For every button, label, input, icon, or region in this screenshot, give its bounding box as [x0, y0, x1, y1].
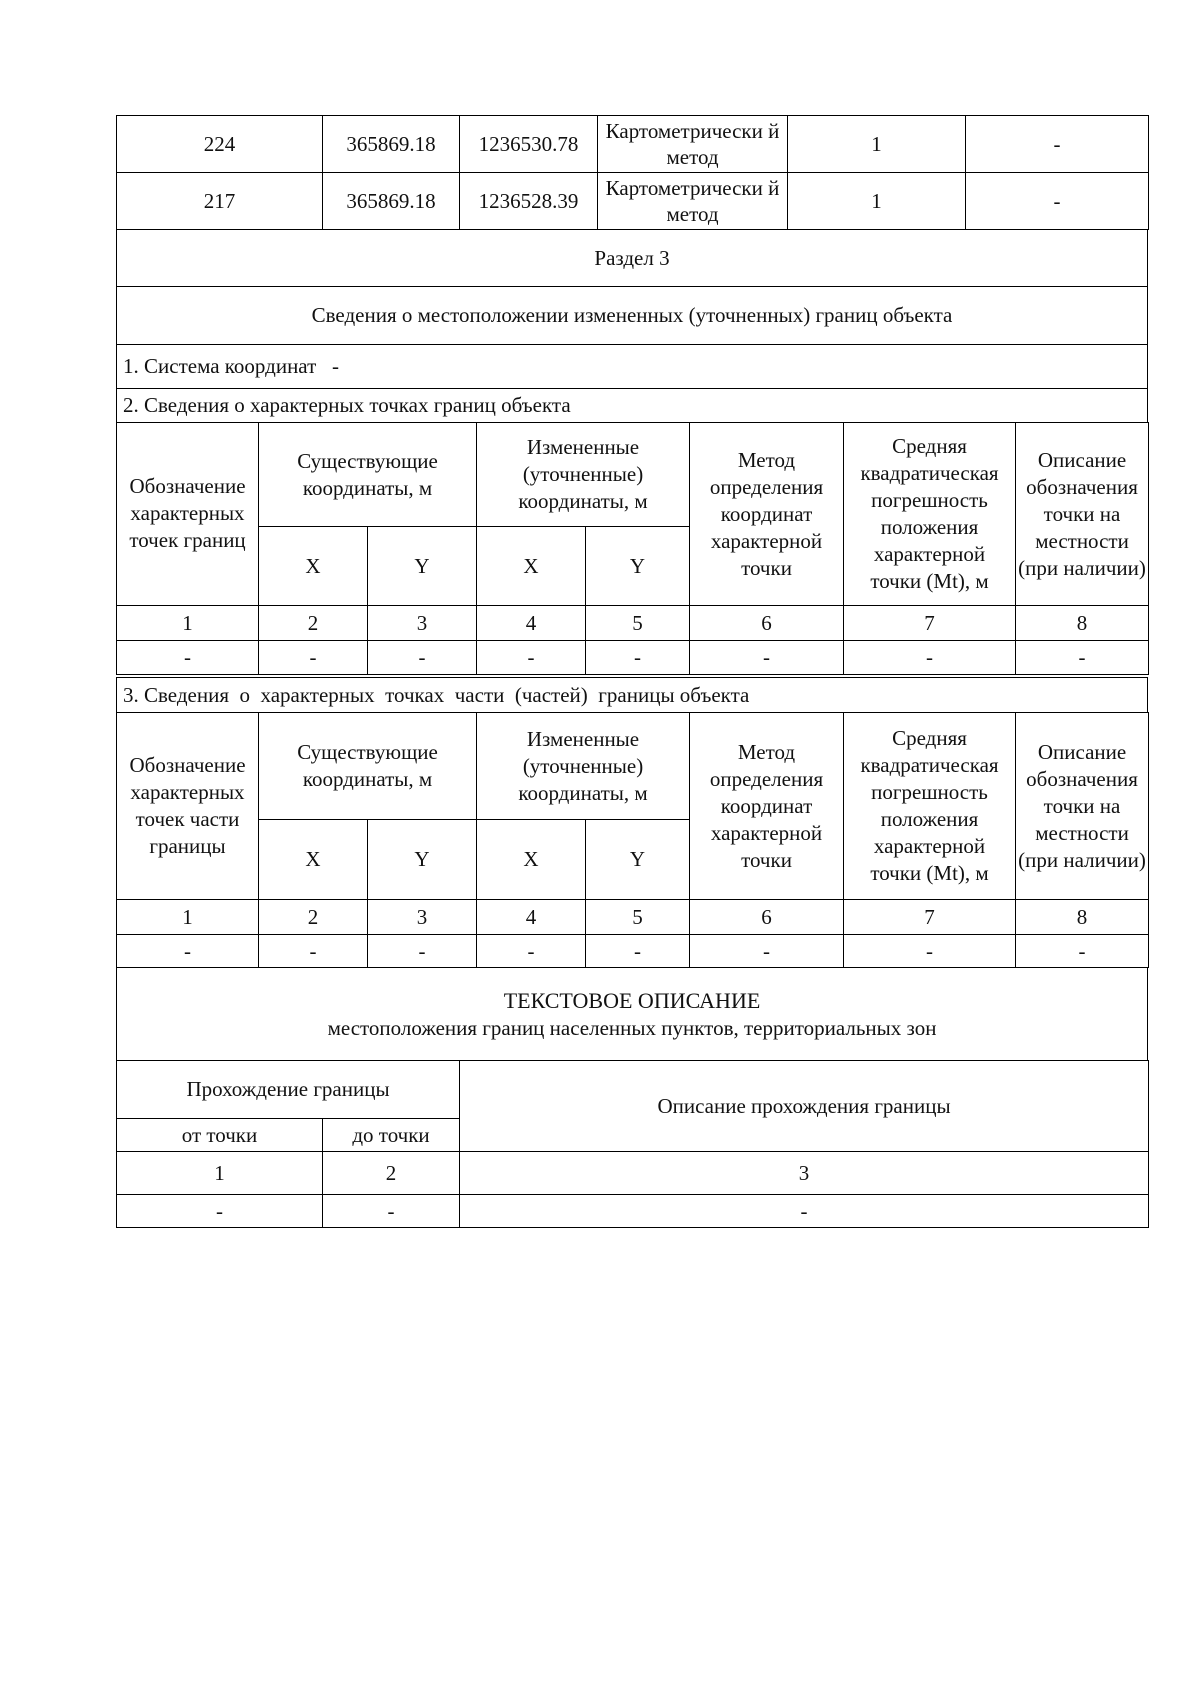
boundary-passage-table — [116, 1060, 1149, 1228]
section3-header — [116, 229, 1148, 423]
table-cell: - — [690, 641, 844, 675]
table-cell: - — [690, 935, 844, 968]
point-number: 224 — [117, 116, 323, 173]
column-number: 5 — [586, 606, 690, 641]
table3-caption-block — [116, 677, 1148, 713]
x-coordinate: 365869.18 — [323, 173, 460, 230]
table3-part-points — [116, 712, 1149, 968]
column-number: 1 — [117, 606, 259, 641]
table-cell: - — [1016, 641, 1149, 675]
coordinate-system: 1. Система координат - — [117, 345, 1148, 389]
header-designation: Обозначение характерных точек части границы — [117, 713, 259, 900]
y-coordinate: 1236528.39 — [460, 173, 598, 230]
column-numbers-row — [117, 1152, 1149, 1195]
header-method: Метод определения координат характерной точки — [690, 713, 844, 900]
header-description: Описание обозначения точки на местности (при наличии) — [1016, 423, 1149, 606]
header-description: Описание обозначения точки на местности (при наличии) — [1016, 713, 1149, 900]
x-coordinate: 365869.18 — [323, 116, 460, 173]
method: Картометрически й метод — [598, 116, 788, 173]
table2-caption: 2. Сведения о характерных точках границ объекта — [117, 389, 1148, 423]
header-accuracy: Средняя квадратическая погрешность положения характерной точки (Mt), м — [844, 713, 1016, 900]
table-row — [117, 173, 1149, 230]
header-changed-coordinates: Измененные (уточненные) координаты, м — [477, 423, 690, 527]
column-number: 8 — [1016, 900, 1149, 935]
header-passage: Прохождение границы — [117, 1061, 460, 1119]
column-number: 2 — [259, 606, 368, 641]
description: - — [966, 116, 1149, 173]
table-cell: - — [477, 935, 586, 968]
point-number: 217 — [117, 173, 323, 230]
accuracy: 1 — [788, 116, 966, 173]
column-number: 4 — [477, 900, 586, 935]
column-number: 3 — [368, 606, 477, 641]
section-heading: Раздел 3 — [117, 230, 1148, 287]
table-cell: - — [460, 1195, 1149, 1228]
table-row — [117, 935, 1149, 968]
title-sub: местоположения границ населенных пунктов, территориальных зон — [327, 1015, 937, 1040]
header-existing-coordinates: Существующие координаты, м — [259, 713, 477, 820]
header-y: Y — [586, 820, 690, 900]
description: - — [966, 173, 1149, 230]
title-main: ТЕКСТОВОЕ ОПИСАНИЕ — [503, 987, 761, 1013]
table-cell: - — [117, 641, 259, 675]
accuracy: 1 — [788, 173, 966, 230]
column-number: 3 — [460, 1152, 1149, 1195]
header-changed-coordinates: Измененные (уточненные) координаты, м — [477, 713, 690, 820]
header-y: Y — [368, 527, 477, 606]
table-cell: - — [1016, 935, 1149, 968]
column-number: 4 — [477, 606, 586, 641]
table-cell: - — [586, 641, 690, 675]
table-cell: - — [368, 641, 477, 675]
column-numbers-row — [117, 900, 1149, 935]
table-cell: - — [477, 641, 586, 675]
table-cell: - — [259, 935, 368, 968]
table-row — [117, 641, 1149, 675]
column-number: 7 — [844, 900, 1016, 935]
column-number: 3 — [368, 900, 477, 935]
table-cell: - — [259, 641, 368, 675]
header-accuracy: Средняя квадратическая погрешность положения характерной точки (Mt), м — [844, 423, 1016, 606]
column-number: 2 — [323, 1152, 460, 1195]
table-cell: - — [586, 935, 690, 968]
header-y: Y — [368, 820, 477, 900]
header-x: X — [477, 527, 586, 606]
table3-caption: 3. Сведения о характерных точках части (частей) границы объекта — [117, 678, 1148, 713]
header-y: Y — [586, 527, 690, 606]
header-method: Метод определения координат характерной точки — [690, 423, 844, 606]
column-numbers-row — [117, 606, 1149, 641]
header-x: X — [259, 820, 368, 900]
header-designation: Обозначение характерных точек границ — [117, 423, 259, 606]
table-row — [117, 116, 1149, 173]
column-number: 1 — [117, 1152, 323, 1195]
method: Картометрически й метод — [598, 173, 788, 230]
column-number: 2 — [259, 900, 368, 935]
table-cell: - — [117, 935, 259, 968]
column-number: 5 — [586, 900, 690, 935]
header-existing-coordinates: Существующие координаты, м — [259, 423, 477, 527]
header-x: X — [259, 527, 368, 606]
column-number: 1 — [117, 900, 259, 935]
text-description-title — [117, 968, 1148, 1061]
header-x: X — [477, 820, 586, 900]
table-cell: - — [368, 935, 477, 968]
table-cell: - — [323, 1195, 460, 1228]
header-boundary-description: Описание прохождения границы — [460, 1061, 1149, 1152]
header-from-point: от точки — [117, 1119, 323, 1152]
table-row — [117, 1195, 1149, 1228]
text-description-title-block — [116, 967, 1148, 1061]
table-cell: - — [844, 641, 1016, 675]
section-subheading: Сведения о местоположении измененных (уточненных) границ объекта — [117, 287, 1148, 345]
table-cell: - — [117, 1195, 323, 1228]
table-cell: - — [844, 935, 1016, 968]
column-number: 7 — [844, 606, 1016, 641]
y-coordinate: 1236530.78 — [460, 116, 598, 173]
column-number: 6 — [690, 900, 844, 935]
header-to-point: до точки — [323, 1119, 460, 1152]
column-number: 6 — [690, 606, 844, 641]
top-points-table — [116, 115, 1149, 230]
table2-characteristic-points — [116, 422, 1149, 675]
column-number: 8 — [1016, 606, 1149, 641]
